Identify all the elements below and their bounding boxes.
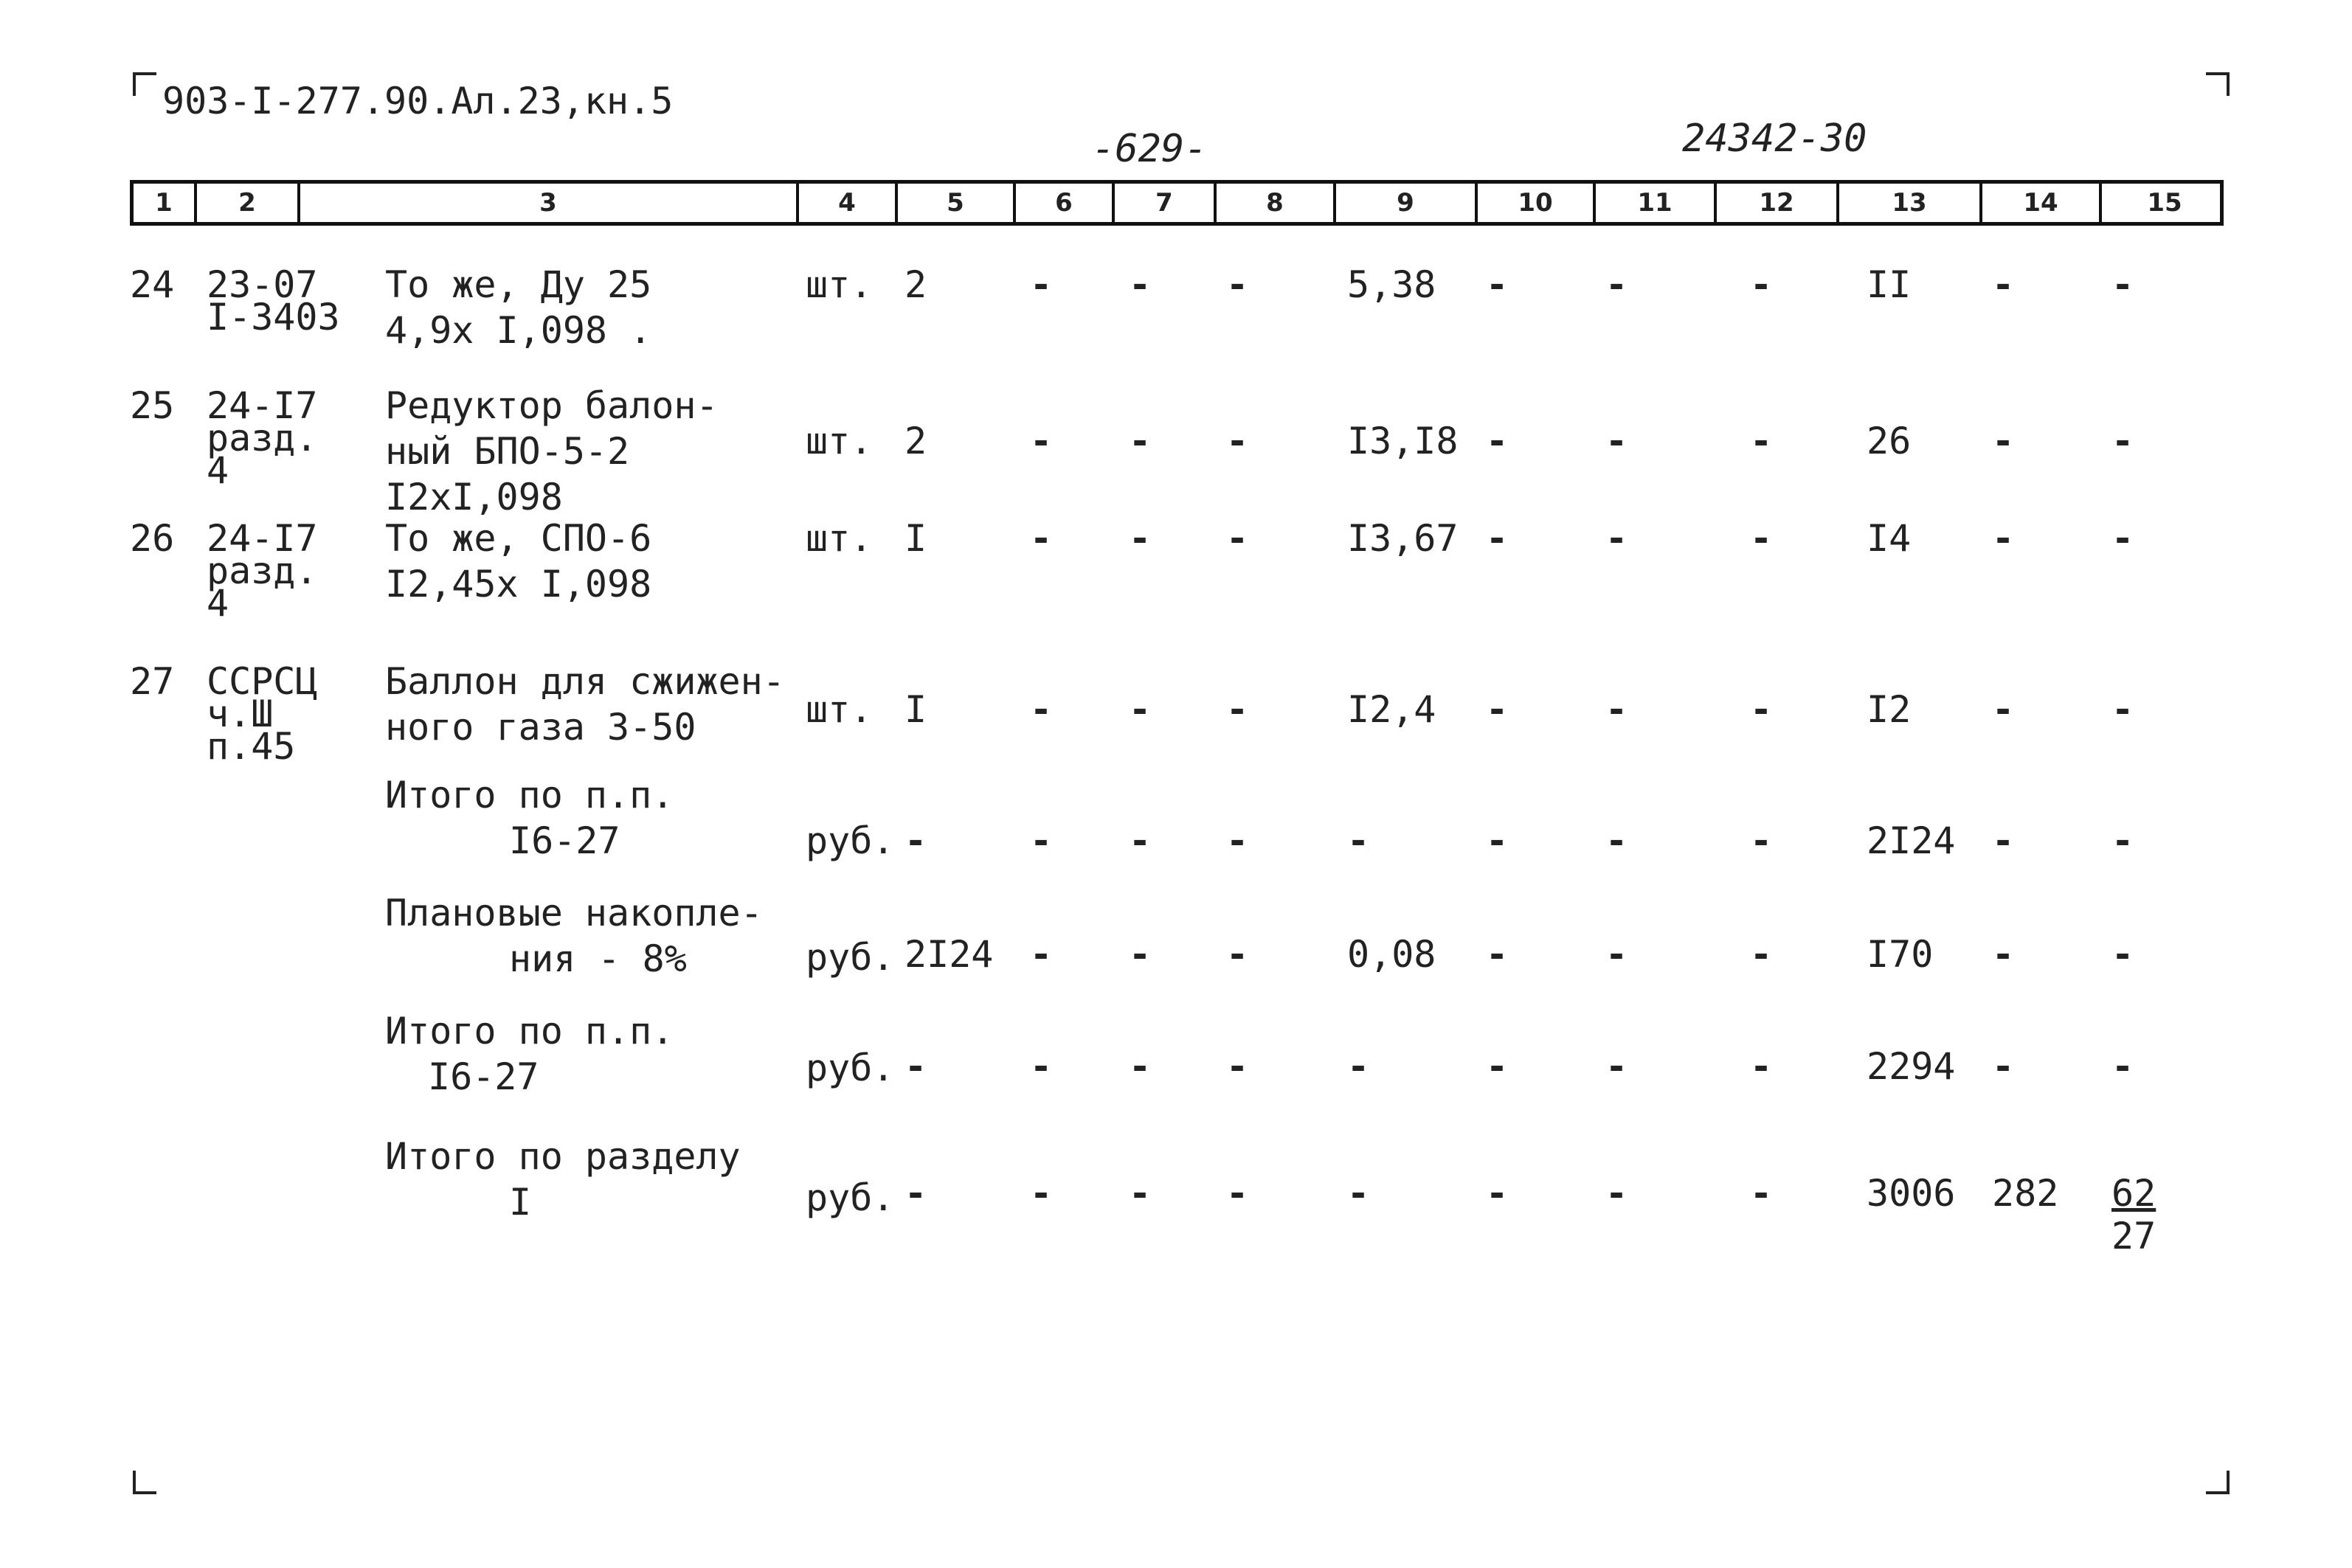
row-cell-c15: -	[2111, 688, 2134, 731]
row-description: Итого по разделу	[385, 1135, 741, 1178]
row-cell-c11: -	[1605, 420, 1628, 462]
row-cell-c6: -	[1030, 933, 1053, 976]
column-header-3: 3	[300, 184, 799, 222]
column-header-8: 8	[1217, 184, 1336, 222]
row-reference: ССРСЦ	[207, 660, 318, 703]
row-cell-c12: -	[1750, 688, 1773, 731]
row-cell-c5: I	[905, 688, 927, 731]
page-number: -629-	[1092, 127, 1208, 171]
row-cell-c12: -	[1750, 1045, 1773, 1088]
row-unit: руб.	[806, 1047, 895, 1089]
column-header-5: 5	[898, 184, 1016, 222]
row-cell-c9: -	[1347, 1172, 1370, 1215]
row-reference: 24-I7	[207, 517, 318, 560]
column-header-10: 10	[1478, 184, 1596, 222]
row-description: ный БПО-5-2	[385, 430, 630, 473]
row-cell-c12: -	[1750, 420, 1773, 462]
row-reference: ч.Ш	[207, 693, 274, 735]
row-cell-c8: -	[1226, 688, 1249, 731]
row-cell-c11: -	[1605, 933, 1628, 976]
row-unit: шт.	[806, 263, 873, 306]
row-cell-c14: 282	[1992, 1172, 2059, 1215]
column-header-7: 7	[1115, 184, 1217, 222]
row-cell-c10: -	[1486, 263, 1509, 306]
row-cell-c15: -	[2111, 517, 2134, 560]
row-cell-c10: -	[1486, 933, 1509, 976]
row-cell-c14: -	[1992, 688, 2015, 731]
row-cell-c12: -	[1750, 933, 1773, 976]
document-code: 903-I-277.90.Ал.23,кн.5	[162, 80, 674, 122]
row-cell-c11: -	[1605, 517, 1628, 560]
row-description: ния - 8%	[509, 937, 687, 980]
column-header-6: 6	[1016, 184, 1115, 222]
row-cell-c9: 0,08	[1347, 933, 1436, 976]
row-cell-c7: -	[1129, 933, 1152, 976]
row-cell-c6: -	[1030, 819, 1053, 862]
row-description: I6-27	[428, 1055, 539, 1098]
column-header-14: 14	[1982, 184, 2102, 222]
row-cell-c7: -	[1129, 1172, 1152, 1215]
row-cell-c7: -	[1129, 1045, 1152, 1088]
row-cell-c13: I70	[1867, 933, 1934, 976]
row-cell-c6: -	[1030, 420, 1053, 462]
row-unit: шт.	[806, 420, 873, 462]
row-cell-c7: -	[1129, 819, 1152, 862]
row-description: Редуктор балон-	[385, 384, 719, 427]
corner-mark-bottom-left	[133, 1471, 156, 1494]
row-cell-c11: -	[1605, 688, 1628, 731]
row-cell-c12: -	[1750, 819, 1773, 862]
row-reference: разд.	[207, 549, 318, 592]
row-cell-c13: 2294	[1867, 1045, 1956, 1088]
row-description: ного газа 3-50	[385, 706, 696, 749]
row-cell-c8: -	[1226, 420, 1249, 462]
row-cell-c14: -	[1992, 517, 2015, 560]
row-cell-c15: -	[2111, 819, 2134, 862]
row-cell-c7: -	[1129, 517, 1152, 560]
row-cell-c12: -	[1750, 263, 1773, 306]
column-header-9: 9	[1336, 184, 1478, 222]
row-description: 4,9x I,098 .	[385, 309, 652, 352]
column-header-1: 1	[134, 184, 197, 222]
row-number: 26	[130, 517, 175, 560]
row-cell-c5: 2	[905, 420, 927, 462]
row-cell-c13: 3006	[1867, 1172, 1956, 1215]
row-cell-c6: -	[1030, 1172, 1053, 1215]
row-cell-c5: 2I24	[905, 933, 994, 976]
row-reference: разд.	[207, 417, 318, 459]
row-cell-c15: -	[2111, 1045, 2134, 1088]
row-cell-c10: -	[1486, 819, 1509, 862]
row-unit: руб.	[806, 936, 895, 979]
row-description: Итого по п.п.	[385, 1010, 674, 1052]
column-header-15: 15	[2147, 188, 2182, 218]
row-cell-c6: -	[1030, 1045, 1053, 1088]
row-description: То же, Ду 25	[385, 263, 652, 306]
row-cell-c15-denominator: 27	[2111, 1215, 2156, 1257]
row-cell-c15: -	[2111, 263, 2134, 306]
row-cell-c5: 2	[905, 263, 927, 306]
row-number: 25	[130, 384, 175, 427]
row-cell-c10: -	[1486, 688, 1509, 731]
corner-mark-bottom-right	[2206, 1471, 2230, 1494]
row-number: 24	[130, 263, 175, 306]
row-cell-c15: -	[2111, 933, 2134, 976]
row-description: Итого по п.п.	[385, 774, 674, 816]
row-cell-c6: -	[1030, 517, 1053, 560]
row-description: I2,45x I,098	[385, 563, 652, 606]
row-reference: п.45	[207, 725, 296, 768]
row-number: 27	[130, 660, 175, 703]
column-header-4: 4	[799, 184, 898, 222]
corner-mark-top-left	[133, 72, 156, 96]
row-cell-c5: -	[905, 1045, 927, 1088]
row-description: Плановые накопле-	[385, 892, 763, 934]
row-cell-c9: -	[1347, 819, 1370, 862]
row-cell-c10: -	[1486, 420, 1509, 462]
row-description: I6-27	[509, 819, 620, 862]
row-cell-c13: 26	[1867, 420, 1912, 462]
row-cell-c9: I3,I8	[1347, 420, 1459, 462]
row-reference: 24-I7	[207, 384, 318, 427]
row-cell-c7: -	[1129, 688, 1152, 731]
row-cell-c5: -	[905, 819, 927, 862]
corner-mark-top-right	[2206, 72, 2230, 96]
row-description: То же, СПО-6	[385, 517, 652, 560]
row-cell-c9: 5,38	[1347, 263, 1436, 306]
row-description: I	[509, 1181, 532, 1224]
column-header-11: 11	[1596, 184, 1717, 222]
row-cell-c11: -	[1605, 1172, 1628, 1215]
row-cell-c11: -	[1605, 1045, 1628, 1088]
row-reference: 4	[207, 582, 229, 625]
row-cell-c15: 62	[2111, 1172, 2156, 1215]
row-cell-c8: -	[1226, 933, 1249, 976]
row-cell-c15: -	[2111, 420, 2134, 462]
column-header-12: 12	[1717, 184, 1839, 222]
row-cell-c9: -	[1347, 1045, 1370, 1088]
row-cell-c8: -	[1226, 263, 1249, 306]
row-cell-c12: -	[1750, 1172, 1773, 1215]
row-cell-c6: -	[1030, 263, 1053, 306]
row-cell-c14: -	[1992, 819, 2015, 862]
row-cell-c8: -	[1226, 517, 1249, 560]
row-cell-c12: -	[1750, 517, 1773, 560]
row-cell-c14: -	[1992, 420, 2015, 462]
row-cell-c10: -	[1486, 1045, 1509, 1088]
column-header-13: 13	[1839, 184, 1982, 222]
row-description: I2xI,098	[385, 476, 563, 518]
row-unit: руб.	[806, 819, 895, 862]
row-cell-c9: I2,4	[1347, 688, 1436, 731]
row-cell-c6: -	[1030, 688, 1053, 731]
row-reference: 4	[207, 449, 229, 492]
document-number: 24342-30	[1682, 117, 1867, 161]
row-cell-c14: -	[1992, 263, 2015, 306]
row-reference: I-3403	[207, 296, 340, 339]
row-cell-c8: -	[1226, 819, 1249, 862]
row-cell-c9: I3,67	[1347, 517, 1459, 560]
row-cell-c13: II	[1867, 263, 1912, 306]
column-header-2: 2	[197, 184, 300, 222]
row-unit: шт.	[806, 688, 873, 731]
column-number-header	[130, 180, 2224, 226]
row-description: Баллон для сжижен-	[385, 660, 785, 703]
row-cell-c13: I4	[1867, 517, 1912, 560]
row-unit: шт.	[806, 517, 873, 560]
row-cell-c11: -	[1605, 819, 1628, 862]
row-cell-c13: 2I24	[1867, 819, 1956, 862]
row-cell-c7: -	[1129, 420, 1152, 462]
row-cell-c13: I2	[1867, 688, 1912, 731]
row-unit: руб.	[806, 1176, 895, 1219]
row-cell-c10: -	[1486, 517, 1509, 560]
row-cell-c8: -	[1226, 1045, 1249, 1088]
row-cell-c14: -	[1992, 1045, 2015, 1088]
row-cell-c5: -	[905, 1172, 927, 1215]
row-cell-c11: -	[1605, 263, 1628, 306]
row-cell-c8: -	[1226, 1172, 1249, 1215]
row-cell-c5: I	[905, 517, 927, 560]
row-cell-c14: -	[1992, 933, 2015, 976]
row-cell-c10: -	[1486, 1172, 1509, 1215]
row-cell-c7: -	[1129, 263, 1152, 306]
row-reference: 23-07	[207, 263, 318, 306]
